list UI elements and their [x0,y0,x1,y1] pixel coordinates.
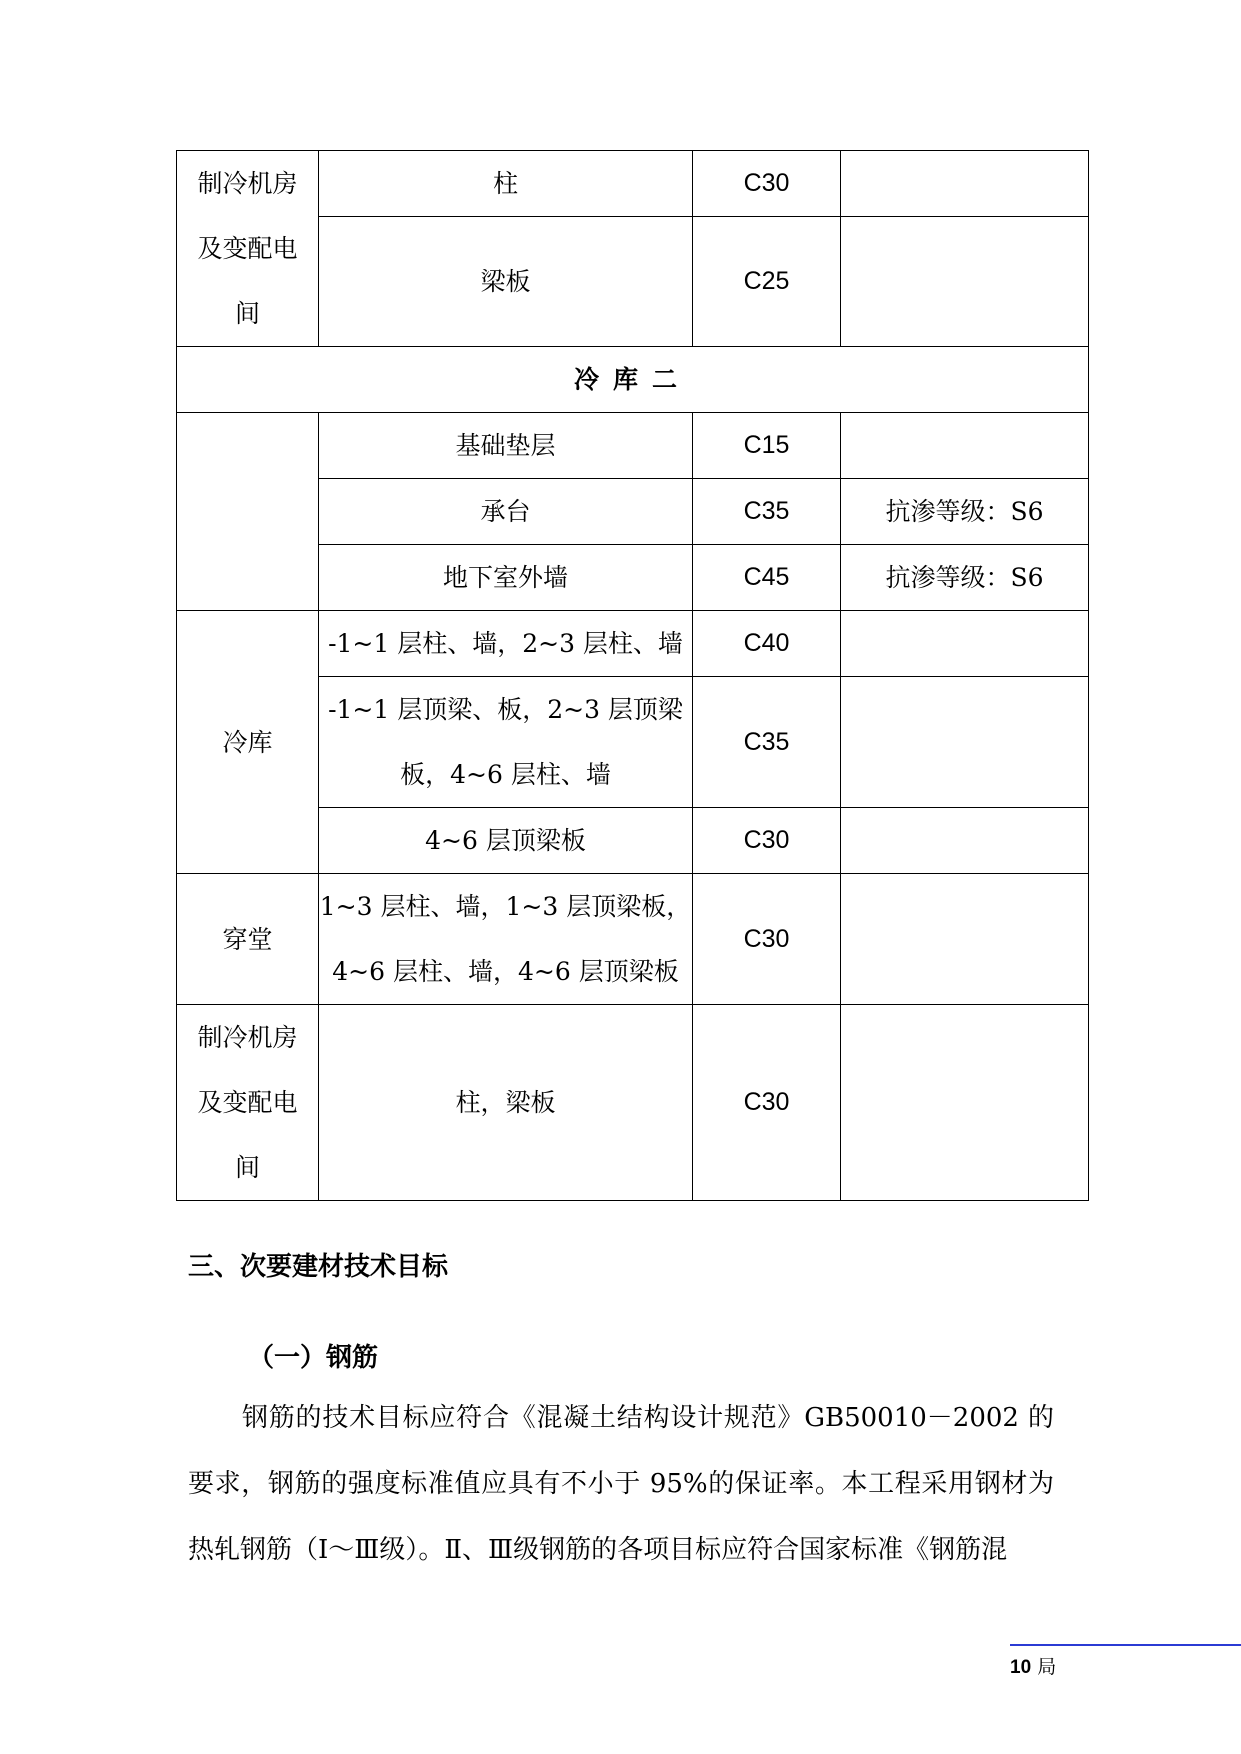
note-cell [841,151,1089,217]
grade-cell: C25 [693,217,841,347]
part-cell: -1~1 层柱、墙，2~3 层柱、墙 [319,611,693,677]
section-heading: 三、次要建材技术目标 [188,1252,449,1282]
note-cell: 抗渗等级：S6 [841,479,1089,545]
section-title-row [177,347,1089,413]
area-cell: 冷库 [177,611,319,874]
note-cell [841,1005,1089,1201]
part-cell: 柱，梁板 [319,1005,693,1201]
part-cell: 地下室外墙 [319,545,693,611]
note-cell [841,874,1089,1005]
body-paragraph: 钢筋的技术目标应符合《混凝土结构设计规范》GB50010－2002 的要求，钢筋的强度标准值应具有不小于 95%的保证率。本工程采用钢材为热轧钢筋（Ⅰ～Ⅲ级）。Ⅱ、Ⅲ级钢筋的各项目标应符合国家标准《钢筋混 [188,1403,1054,1565]
area-cell: 穿堂 [177,874,319,1005]
grade-cell: C15 [693,413,841,479]
part-cell: 4~6 层顶梁板 [319,808,693,874]
grade-cell: C30 [693,1005,841,1201]
section-title: 冷库二 [177,347,1089,413]
area-cell: 制冷机房 及变配电 间 [177,151,319,347]
part-cell: 1~3 层柱、墙，1~3 层顶梁板， 4~6 层柱、墙，4~6 层顶梁板 [319,874,693,1005]
grade-cell: C35 [693,479,841,545]
table-row [177,413,1089,479]
page-number: 10 局 [1010,1656,1057,1678]
note-cell [841,677,1089,808]
grade-cell: C30 [693,808,841,874]
part-cell: 梁板 [319,217,693,347]
note-cell [841,217,1089,347]
table-row [177,874,1089,1005]
grade-cell: C45 [693,545,841,611]
table-row [177,1005,1089,1201]
note-cell: 抗渗等级：S6 [841,545,1089,611]
part-cell: 基础垫层 [319,413,693,479]
grade-cell: C30 [693,151,841,217]
area-cell-empty [177,413,319,611]
subsection-heading: （一）钢筋 [248,1343,379,1373]
note-cell [841,808,1089,874]
area-cell: 制冷机房 及变配电 间 [177,1005,319,1201]
note-cell [841,611,1089,677]
grade-cell: C30 [693,874,841,1005]
concrete-grade-table [176,150,1089,1201]
part-cell: 柱 [319,151,693,217]
footer-rule [1010,1644,1241,1646]
grade-cell: C35 [693,677,841,808]
table-row [177,611,1089,677]
part-cell: -1~1 层顶梁、板，2~3 层顶梁 板，4~6 层柱、墙 [319,677,693,808]
part-cell: 承台 [319,479,693,545]
grade-cell: C40 [693,611,841,677]
table-row [177,151,1089,217]
note-cell [841,413,1089,479]
